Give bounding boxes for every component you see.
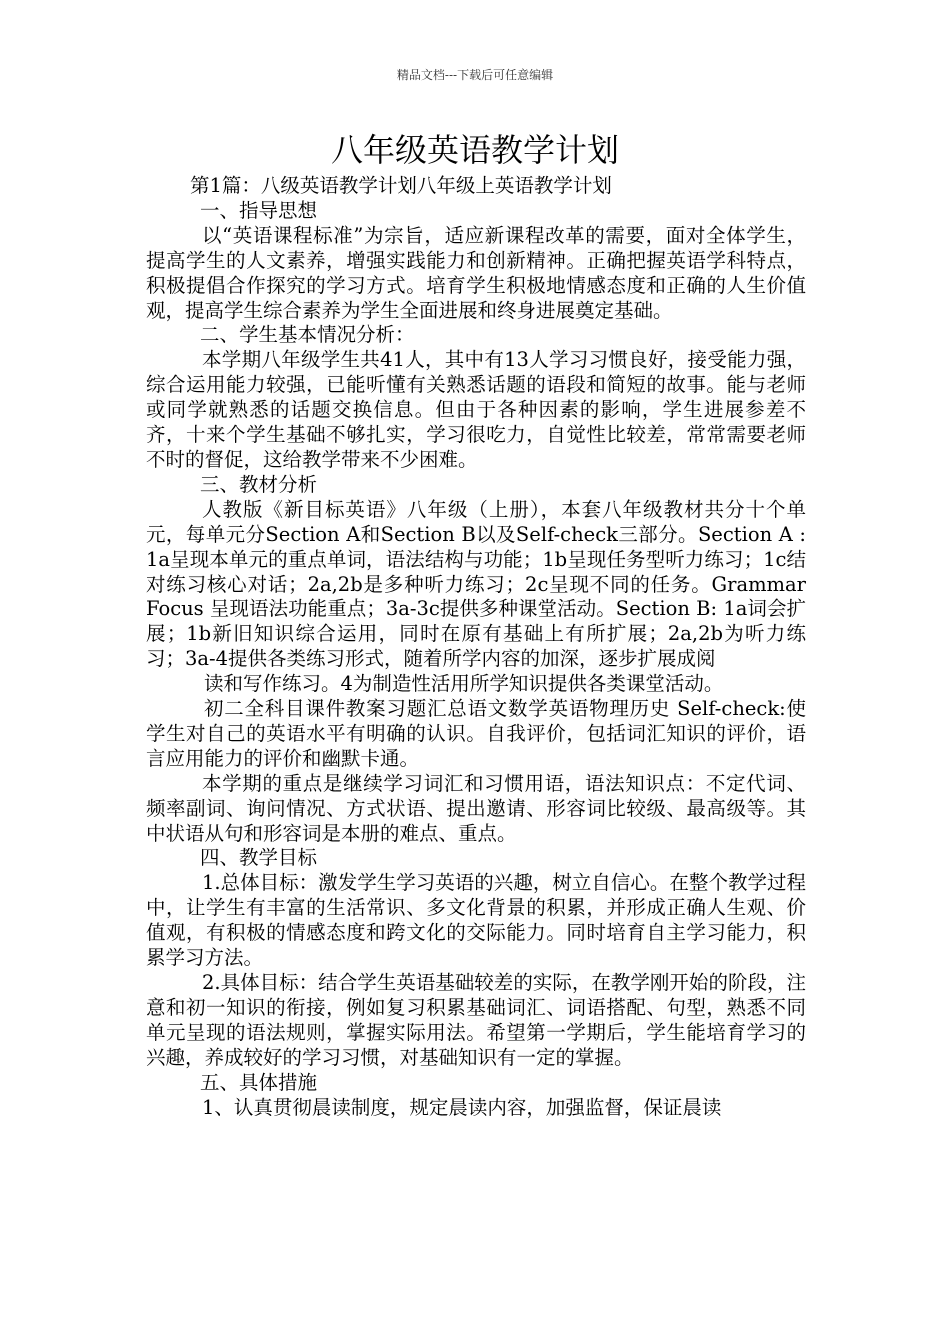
paragraph: 1、认真贯彻晨读制度，规定晨读内容，加强监督，保证晨读 xyxy=(202,1095,722,1119)
document-title: 八年级英语教学计划 xyxy=(330,131,619,169)
page-header: 精品文档---下载后可任意编辑 xyxy=(396,68,554,82)
paragraph: 人教版《新目标英语》八年级（上册），本套八年级教材共分十个单元，每单元分Section A和Section B以及Self-check三部分。Section A : 1a呈现本单元的重点单词，语法结构与功能；1b呈现任务型听力练习；1c结对练习核心对话；2a,2b是多种听力练习；2c呈现不同的任务。Grammar Focus 呈现语法功能重点；3a-3c提供多种课堂活动。Section B: 1a词会扩展；1b新旧知识综合运用，同时在原有基础上有所扩展；2a,2b为听力练习；3a-4提供各类练习形式，随着所学内容的加深，逐步扩展成阅 xyxy=(146,497,806,671)
paragraph: 以“英语课程标准”为宗旨，适应新课程改革的需要，面对全体学生，提高学生的人文素养，增强实践能力和创新精神。正确把握英语学科特点，积极提倡合作探究的学习方式。培育学生积极地情感态度和正确的人生价值观，提高学生综合素养为学生全面进展和终身进展奠定基础。 xyxy=(146,223,806,322)
paragraph: 本学期的重点是继续学习词汇和习惯用语，语法知识点：不定代词、频率副词、询问情况、方式状语、提出邀请、形容词比较级、最高级等。其中状语从句和形容词是本册的难点、重点。 xyxy=(146,771,806,845)
section-heading: 五、具体措施 xyxy=(200,1070,318,1094)
section-heading: 二、学生基本情况分析： xyxy=(200,323,415,347)
section-heading: 四、教学目标 xyxy=(200,846,318,870)
document-subtitle: 第1篇：八级英语教学计划八年级上英语教学计划 xyxy=(190,174,612,197)
paragraph: 1.总体目标：激发学生学习英语的兴趣，树立自信心。在整个教学过程中，让学生有丰富的生活常识、多文化背景的积累，并形成正确人生观、价值观，有积极的情感态度和跨文化的交际能力。同时培育自主学习能力，积累学习方法。 xyxy=(146,871,806,970)
section-heading: 一、指导思想 xyxy=(200,198,318,222)
section-heading: 三、教材分析 xyxy=(200,472,318,496)
paragraph: 初二全科目课件教案习题汇总语文数学英语物理历史 Self-check:使学生对自己的英语水平有明确的认识。自我评价，包括词汇知识的评价，语言应用能力的评价和幽默卡通。 xyxy=(146,697,806,770)
document-body xyxy=(146,174,806,1120)
paragraph: 2.具体目标：结合学生英语基础较差的实际，在教学刚开始的阶段，注意和初一知识的衔接，例如复习积累基础词汇、词语搭配、句型，熟悉不同单元呈现的语法规则，掌握实际用法。希望第一学期后，学生能培育学习的兴趣，养成较好的学习习惯，对基础知识有一定的掌握。 xyxy=(146,971,806,1069)
paragraph: 本学期八年级学生共41人，其中有13人学习习惯良好，接受能力强，综合运用能力较强，已能听懂有关熟悉话题的语段和简短的故事。能与老师或同学就熟悉的话题交换信息。但由于各种因素的影响，学生进展参差不齐，十来个学生基础不够扎实，学习很吃力，自觉性比较差，常常需要老师不时的督促，这给教学带来不少困难。 xyxy=(146,348,806,471)
paragraph: 读和写作练习。4为制造性活用所学知识提供各类课堂活动。 xyxy=(204,672,724,696)
